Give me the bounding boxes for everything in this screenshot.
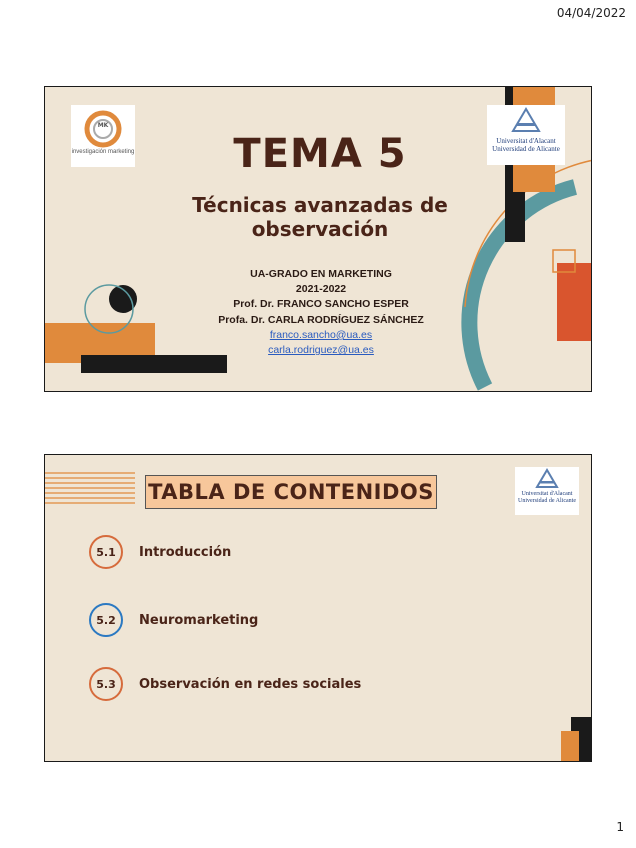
toc-item-neuromarketing[interactable]: [89, 603, 258, 637]
info-line-prof2: Profa. Dr. CARLA RODRÍGUEZ SÁNCHEZ: [218, 313, 424, 326]
mk-caption: investigación marketing: [71, 149, 135, 155]
toc-item-label: Neuromarketing: [139, 612, 259, 628]
toc-item-introduccion[interactable]: [89, 535, 231, 569]
ua-logo: [487, 105, 565, 165]
ua-logo-line2: Universidad de Alicante: [492, 145, 560, 154]
ua-logo2-line2: Universidad de Alicante: [518, 497, 576, 504]
course-info: [185, 267, 457, 358]
ua-logo-2: [515, 467, 579, 515]
email-link-carla[interactable]: carla.rodriguez@ua.es: [268, 344, 374, 357]
print-date: 04/04/2022: [556, 6, 626, 20]
toc-number-circle: 5.3: [89, 667, 123, 701]
slide-subtitle: Técnicas avanzadas de observación: [192, 193, 448, 241]
toc-item-redes-sociales[interactable]: [89, 667, 361, 701]
toc-number-circle: 5.1: [89, 535, 123, 569]
toc-item-label: Introducción: [139, 544, 232, 560]
toc-number-circle: 5.2: [89, 603, 123, 637]
toc-item-label: Observación en redes sociales: [139, 676, 362, 692]
contents-slide: [44, 454, 592, 762]
ua-logo-icon: [487, 105, 565, 137]
red-block-right: [557, 263, 592, 341]
ua-logo2-line1: Universitat d'Alacant: [521, 491, 573, 497]
page-number: 1: [616, 820, 624, 834]
ua-logo-line1: Universitat d'Alacant: [496, 137, 556, 145]
ua-logo-icon-2: [515, 467, 579, 491]
slide-title: TEMA 5: [233, 131, 407, 177]
info-line-year: 2021-2022: [295, 283, 347, 296]
info-line-degree: UA-GRADO EN MARKETING: [250, 268, 392, 280]
marketing-logo: [71, 105, 135, 167]
orange-block-bottom: [561, 731, 579, 762]
striped-lines: [45, 473, 135, 503]
email-link-franco[interactable]: franco.sancho@ua.es: [269, 328, 373, 341]
title-slide: [44, 86, 592, 392]
contents-title: TABLA DE CONTENIDOS: [145, 475, 437, 509]
mk-monogram: MK: [97, 122, 109, 129]
info-line-prof1: Prof. Dr. FRANCO SANCHO ESPER: [233, 298, 409, 311]
